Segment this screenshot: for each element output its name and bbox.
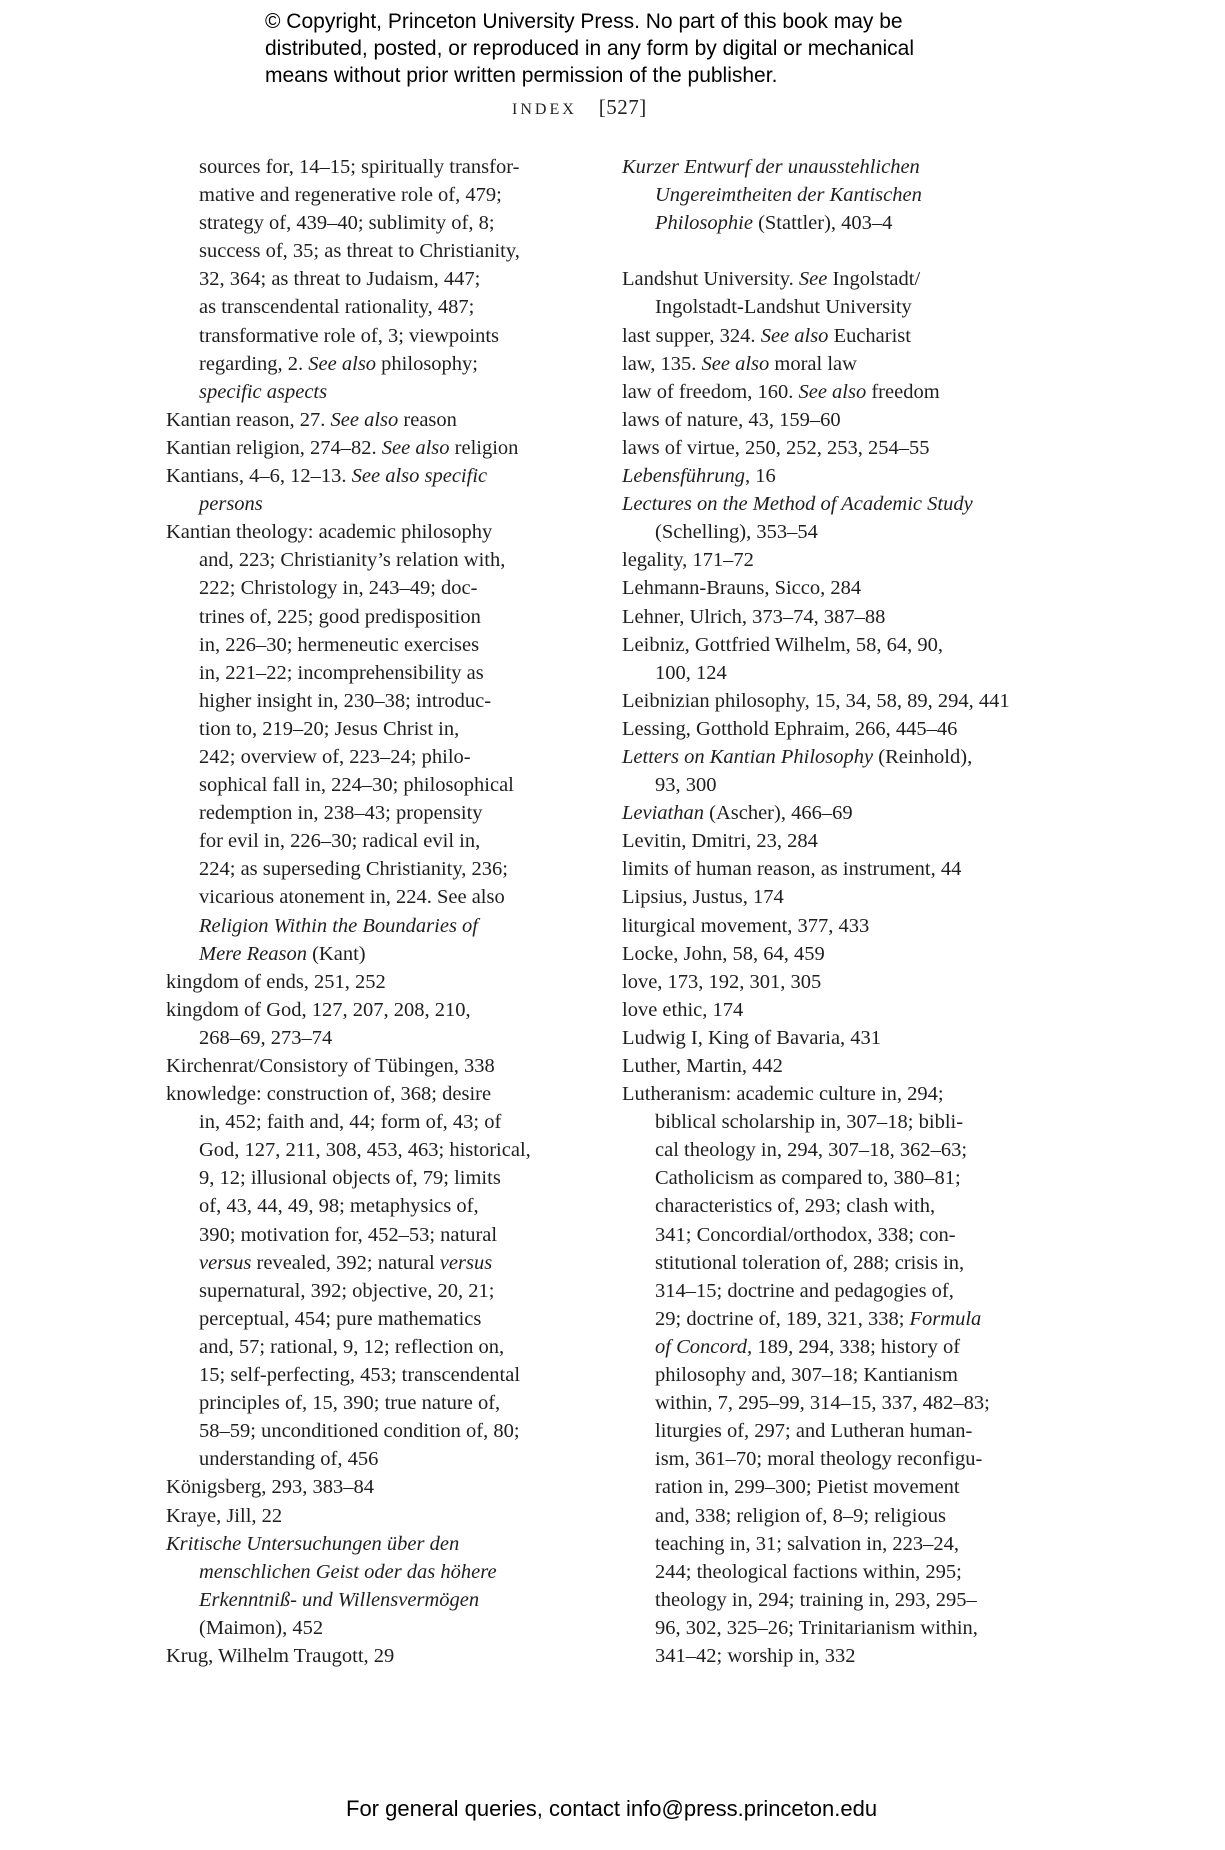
index-text: of, 43, 44, 49, 98; metaphysics of, — [199, 1195, 479, 1218]
index-text-italic: menschlichen Geist oder das höhere — [199, 1560, 497, 1583]
index-text: Ingolstadt-Landshut University — [655, 296, 912, 319]
index-text: Kantian theology: academic philosophy — [166, 521, 493, 544]
index-line-continuation — [166, 855, 586, 883]
index-entry — [166, 1530, 586, 1558]
index-text: Lehner, Ulrich, 373–74, 387–88 — [622, 605, 886, 628]
index-text: mative and regenerative role of, 479; — [199, 184, 502, 207]
page-number: [527] — [598, 95, 647, 119]
index-line-continuation — [166, 153, 586, 181]
index-line-continuation — [166, 1389, 586, 1417]
index-line-continuation — [166, 743, 586, 771]
index-line-continuation — [166, 350, 586, 378]
index-line-continuation — [166, 1024, 586, 1052]
index-line-continuation — [166, 1558, 586, 1586]
index-text: theology in, 294; training in, 293, 295– — [655, 1588, 977, 1611]
index-line-continuation — [622, 659, 1052, 687]
index-text: 242; overview of, 223–24; philo- — [199, 745, 471, 768]
index-text: cal theology in, 294, 307–18, 362–63; — [655, 1139, 968, 1162]
index-text-italic: Letters on Kantian Philosophy — [622, 745, 874, 768]
index-entry — [622, 378, 1052, 406]
copyright-line: © Copyright, Princeton University Press. No part of this book may be — [265, 10, 903, 33]
index-text: 96, 302, 325–26; Trinitarianism within, — [655, 1616, 978, 1639]
index-text: knowledge: construction of, 368; desire — [166, 1083, 492, 1106]
copyright-notice — [265, 8, 1025, 89]
index-line-continuation — [166, 1108, 586, 1136]
index-text-italic: Formula — [909, 1307, 982, 1330]
index-text: Kantians, 4–6, 12–13. — [166, 465, 352, 488]
index-line-continuation — [166, 293, 586, 321]
index-entry — [622, 883, 1052, 911]
index-text: Locke, John, 58, 64, 459 — [622, 942, 825, 965]
index-text: Königsberg, 293, 383–84 — [166, 1476, 375, 1499]
index-line-continuation — [166, 687, 586, 715]
index-text: regarding, 2. — [199, 352, 309, 375]
index-text-italic: Religion Within the Boundaries of — [199, 914, 479, 937]
index-text: principles of, 15, 390; true nature of, — [199, 1392, 501, 1415]
index-text: Krug, Wilhelm Traugott, 29 — [166, 1644, 395, 1667]
index-text: Leibniz, Gottfried Wilhelm, 58, 64, 90, — [622, 633, 944, 656]
index-text-italic: Kurzer Entwurf der unausstehlichen — [622, 156, 920, 178]
index-entry — [622, 434, 1052, 462]
index-line-continuation — [622, 1192, 1052, 1220]
index-text-italic: Lebensführung — [622, 465, 745, 488]
index-text: 341–42; worship in, 332 — [655, 1644, 856, 1667]
index-line-continuation — [166, 1361, 586, 1389]
index-entry — [622, 490, 1052, 518]
index-text: (Schelling), 353–54 — [655, 521, 818, 544]
index-line-continuation — [166, 1164, 586, 1192]
index-text: Leibnizian philosophy, 15, 34, 58, 89, 294, 441 — [622, 689, 1010, 712]
index-entry — [622, 799, 1052, 827]
copyright-line: means without prior written permission of the publisher. — [265, 64, 778, 87]
index-entry — [622, 996, 1052, 1024]
index-line-continuation — [166, 574, 586, 602]
index-text: 390; motivation for, 452–53; natural — [199, 1223, 498, 1246]
index-text: Levitin, Dmitri, 23, 284 — [622, 830, 818, 853]
index-text: religion — [449, 436, 519, 459]
index-line-continuation — [622, 1502, 1052, 1530]
index-text: 15; self-perfecting, 453; transcendental — [199, 1364, 521, 1387]
index-text: Kraye, Jill, 22 — [166, 1504, 283, 1527]
index-entry — [622, 687, 1052, 715]
index-column-right — [622, 153, 1052, 1670]
index-text-italic: Ungereimtheiten der Kantischen — [655, 184, 922, 207]
index-text: 224; as superseding Christianity, 236; — [199, 858, 508, 881]
index-entry — [166, 1502, 586, 1530]
index-text-italic: Philosophie — [655, 212, 753, 235]
index-text: tion to, 219–20; Jesus Christ in, — [199, 717, 460, 740]
index-text: as transcendental rationality, 487; — [199, 296, 475, 319]
index-line-continuation — [622, 1361, 1052, 1389]
index-text-italic: versus — [199, 1251, 252, 1274]
index-text: Ingolstadt/ — [827, 268, 921, 291]
index-text: understanding of, 456 — [199, 1448, 379, 1471]
index-column-left — [166, 153, 586, 1670]
index-text: (Reinhold), — [873, 745, 973, 768]
index-entry — [166, 462, 586, 490]
index-line-continuation — [622, 293, 1052, 321]
index-text: Lutheranism: academic culture in, 294; — [622, 1083, 944, 1106]
section-title: INDEX — [512, 101, 577, 118]
index-line-continuation — [166, 912, 586, 940]
index-line-continuation — [622, 1473, 1052, 1501]
index-line-continuation — [166, 771, 586, 799]
index-text-italic: Lectures on the Method of Academic Study — [622, 493, 973, 516]
index-text: Kantian religion, 274–82. — [166, 436, 382, 459]
index-text-italic: See also — [330, 408, 399, 431]
index-entry — [622, 940, 1052, 968]
index-text-italic: versus — [439, 1251, 493, 1274]
index-line-continuation — [622, 1642, 1052, 1670]
index-line-continuation — [622, 1305, 1052, 1333]
index-text: for evil in, 226–30; radical evil in, — [199, 830, 481, 853]
index-entry — [166, 406, 586, 434]
index-entry — [622, 631, 1052, 659]
index-text: 32, 364; as threat to Judaism, 447; — [199, 268, 481, 291]
index-entry — [622, 912, 1052, 940]
index-text: Lessing, Gotthold Ephraim, 266, 445–46 — [622, 717, 958, 740]
index-text: Ludwig I, King of Bavaria, 431 — [622, 1026, 882, 1049]
index-text: biblical scholarship in, 307–18; bibli- — [655, 1111, 964, 1134]
index-entry — [166, 434, 586, 462]
index-text: Lehmann-Brauns, Sicco, 284 — [622, 577, 862, 600]
index-text-italic: See — [798, 268, 828, 291]
index-entry — [622, 827, 1052, 855]
index-text: Catholicism as compared to, 380–81; — [655, 1167, 961, 1190]
copyright-line: distributed, posted, or reproduced in any form by digital or mechanical — [265, 37, 915, 60]
index-line-continuation — [622, 209, 1052, 237]
index-line-continuation — [166, 490, 586, 518]
index-text: 29; doctrine of, 189, 321, 338; — [655, 1307, 910, 1330]
index-entry — [622, 743, 1052, 771]
index-line-continuation — [166, 799, 586, 827]
index-text: law of freedom, 160. — [622, 380, 799, 403]
index-text-italic: Leviathan — [622, 802, 704, 825]
index-text: God, 127, 211, 308, 453, 463; historical, — [199, 1139, 531, 1162]
index-text: Eucharist — [828, 324, 911, 347]
index-text: perceptual, 454; pure mathematics — [199, 1307, 482, 1330]
index-line-continuation — [166, 940, 586, 968]
index-entry — [166, 996, 586, 1024]
index-entry — [622, 546, 1052, 574]
index-entry — [622, 574, 1052, 602]
running-head — [512, 95, 647, 120]
index-text: higher insight in, 230–38; introduc- — [199, 689, 492, 712]
index-line-continuation — [166, 209, 586, 237]
index-line-continuation — [166, 1417, 586, 1445]
index-text: freedom — [866, 380, 940, 403]
index-line-continuation — [166, 883, 586, 911]
index-entry — [622, 715, 1052, 743]
index-text: sophical fall in, 224–30; philosophical — [199, 774, 514, 797]
index-entry — [622, 322, 1052, 350]
index-text: 100, 124 — [655, 661, 727, 684]
index-entry — [622, 968, 1052, 996]
index-text: trines of, 225; good predisposition — [199, 605, 481, 628]
index-entry — [622, 350, 1052, 378]
index-line-continuation — [166, 265, 586, 293]
index-text-italic: of Concord, — [655, 1335, 753, 1358]
index-line-continuation — [166, 631, 586, 659]
index-text: and, 57; rational, 9, 12; reflection on, — [199, 1335, 505, 1358]
index-text: ration in, 299–300; Pietist movement — [655, 1476, 960, 1499]
index-text: liturgies of, 297; and Lutheran human- — [655, 1420, 973, 1443]
index-line-continuation — [622, 518, 1052, 546]
index-text: , 16 — [745, 465, 776, 488]
index-line-continuation — [622, 771, 1052, 799]
index-text: laws of virtue, 250, 252, 253, 254–55 — [622, 436, 930, 459]
index-text: reason — [398, 408, 457, 431]
index-text-italic: See also — [701, 352, 770, 375]
index-text-italic: specific aspects — [199, 380, 328, 403]
index-text: love ethic, 174 — [622, 998, 744, 1021]
index-text: laws of nature, 43, 159–60 — [622, 408, 841, 431]
index-line-continuation — [622, 1108, 1052, 1136]
index-text: 341; Concordial/orthodox, 338; con- — [655, 1223, 956, 1246]
index-line-continuation — [622, 1164, 1052, 1192]
index-line-continuation — [166, 1305, 586, 1333]
index-text: last supper, 324. — [622, 324, 761, 347]
index-text: sources for, 14–15; spiritually transfor- — [199, 156, 520, 178]
index-text: kingdom of God, 127, 207, 208, 210, — [166, 998, 471, 1021]
index-line-continuation — [166, 1221, 586, 1249]
index-text: (Maimon), 452 — [199, 1616, 324, 1639]
index-text: 189, 294, 338; history of — [752, 1335, 961, 1358]
index-text: Luther, Martin, 442 — [622, 1055, 783, 1077]
index-line-continuation — [622, 1221, 1052, 1249]
index-entry — [166, 1080, 586, 1108]
index-text: Kantian reason, 27. — [166, 408, 331, 431]
index-entry — [622, 1052, 1052, 1080]
index-text: Kirchenrat/Consistory of Tübingen, 338 — [166, 1055, 495, 1077]
index-text: vicarious atonement in, 224. See also — [199, 886, 505, 909]
index-line-continuation — [622, 1333, 1052, 1361]
index-text-italic: persons — [199, 493, 263, 516]
index-line-continuation — [166, 1136, 586, 1164]
index-text: 268–69, 273–74 — [199, 1026, 333, 1049]
index-text-italic: See also specific — [351, 465, 488, 488]
index-line-continuation — [166, 1277, 586, 1305]
index-entry — [622, 1024, 1052, 1052]
index-line-continuation — [166, 1586, 586, 1614]
index-text-italic: See also — [308, 352, 377, 375]
index-text: moral law — [769, 352, 857, 375]
index-text-italic: Erkenntniß- und Willensvermögen — [199, 1588, 480, 1611]
index-entry — [622, 855, 1052, 883]
index-entry — [622, 462, 1052, 490]
index-text: love, 173, 192, 301, 305 — [622, 970, 822, 993]
index-line-continuation — [166, 659, 586, 687]
index-text: Landshut University. — [622, 268, 799, 291]
index-text: philosophy and, 307–18; Kantianism — [655, 1364, 958, 1387]
index-text-italic: Kritische Untersuchungen über den — [166, 1532, 460, 1555]
index-entry — [166, 518, 586, 546]
index-text: (Stattler), 403–4 — [752, 212, 893, 235]
index-text: within, 7, 295–99, 314–15, 337, 482–83; — [655, 1392, 990, 1415]
index-entry — [622, 406, 1052, 434]
index-text: law, 135. — [622, 352, 702, 375]
index-text: liturgical movement, 377, 433 — [622, 914, 870, 937]
index-entry — [622, 603, 1052, 631]
index-text: Lipsius, Justus, 174 — [622, 886, 784, 909]
index-line-continuation — [622, 1614, 1052, 1642]
index-text: 314–15; doctrine and pedagogies of, — [655, 1279, 954, 1302]
index-text-italic: See also — [381, 436, 450, 459]
index-text: ism, 361–70; moral theology reconfigu- — [655, 1448, 983, 1471]
index-text: supernatural, 392; objective, 20, 21; — [199, 1279, 495, 1302]
index-text: revealed, 392; natural — [251, 1251, 440, 1274]
index-line-continuation — [166, 715, 586, 743]
index-line-continuation — [166, 181, 586, 209]
index-line-continuation — [622, 1417, 1052, 1445]
index-text: 222; Christology in, 243–49; doc- — [199, 577, 478, 600]
index-line-continuation — [166, 546, 586, 574]
index-text: characteristics of, 293; clash with, — [655, 1195, 936, 1218]
index-text: stitutional toleration of, 288; crisis in, — [655, 1251, 965, 1274]
index-text: limits of human reason, as instrument, 44 — [622, 858, 962, 881]
index-line-continuation — [622, 181, 1052, 209]
index-entry — [166, 1473, 586, 1501]
index-text-italic: Mere Reason — [199, 942, 307, 965]
index-text: in, 221–22; incomprehensibility as — [199, 661, 484, 684]
index-line-continuation — [166, 1249, 586, 1277]
index-text: legality, 171–72 — [622, 549, 754, 572]
index-line-continuation — [166, 1445, 586, 1473]
index-entry — [166, 1052, 586, 1080]
index-line-continuation — [622, 1136, 1052, 1164]
index-line-continuation — [166, 603, 586, 631]
index-text: redemption in, 238–43; propensity — [199, 802, 483, 825]
index-line-continuation — [166, 322, 586, 350]
index-line-continuation — [166, 1333, 586, 1361]
index-line-continuation — [622, 1558, 1052, 1586]
index-text: 58–59; unconditioned condition of, 80; — [199, 1420, 520, 1443]
index-text: teaching in, 31; salvation in, 223–24, — [655, 1532, 960, 1555]
index-text: 93, 300 — [655, 774, 717, 797]
index-entry — [622, 265, 1052, 293]
index-text: transformative role of, 3; viewpoints — [199, 324, 500, 347]
footer-contact: For general queries, contact info@press.princeton.edu — [346, 1796, 878, 1821]
index-spacer — [622, 237, 1052, 265]
index-text: strategy of, 439–40; sublimity of, 8; — [199, 212, 495, 235]
index-text: 244; theological factions within, 295; — [655, 1560, 962, 1583]
index-line-continuation — [166, 378, 586, 406]
index-text: and, 223; Christianity’s relation with, — [199, 549, 506, 572]
index-text: philosophy; — [376, 352, 478, 375]
index-line-continuation — [622, 1249, 1052, 1277]
index-entry — [166, 968, 586, 996]
index-line-continuation — [622, 1389, 1052, 1417]
index-entry — [622, 1080, 1052, 1108]
index-text: (Ascher), 466–69 — [704, 802, 853, 825]
index-text-italic: See also — [760, 324, 829, 347]
index-line-continuation — [622, 1277, 1052, 1305]
index-line-continuation — [166, 237, 586, 265]
index-text: kingdom of ends, 251, 252 — [166, 970, 386, 993]
index-entry — [622, 153, 1052, 181]
index-text-italic: See also — [798, 380, 867, 403]
index-entry — [166, 1642, 586, 1670]
index-line-continuation — [166, 1614, 586, 1642]
index-line-continuation — [622, 1530, 1052, 1558]
index-text: in, 226–30; hermeneutic exercises — [199, 633, 480, 656]
index-text: (Kant) — [306, 942, 366, 965]
index-line-continuation — [622, 1586, 1052, 1614]
index-line-continuation — [166, 1192, 586, 1220]
index-line-continuation — [622, 1445, 1052, 1473]
index-text: and, 338; religion of, 8–9; religious — [655, 1504, 946, 1527]
index-text: in, 452; faith and, 44; form of, 43; of — [199, 1111, 502, 1134]
index-line-continuation — [166, 827, 586, 855]
index-text: success of, 35; as threat to Christianity, — [199, 240, 520, 263]
index-text: 9, 12; illusional objects of, 79; limits — [199, 1167, 501, 1190]
